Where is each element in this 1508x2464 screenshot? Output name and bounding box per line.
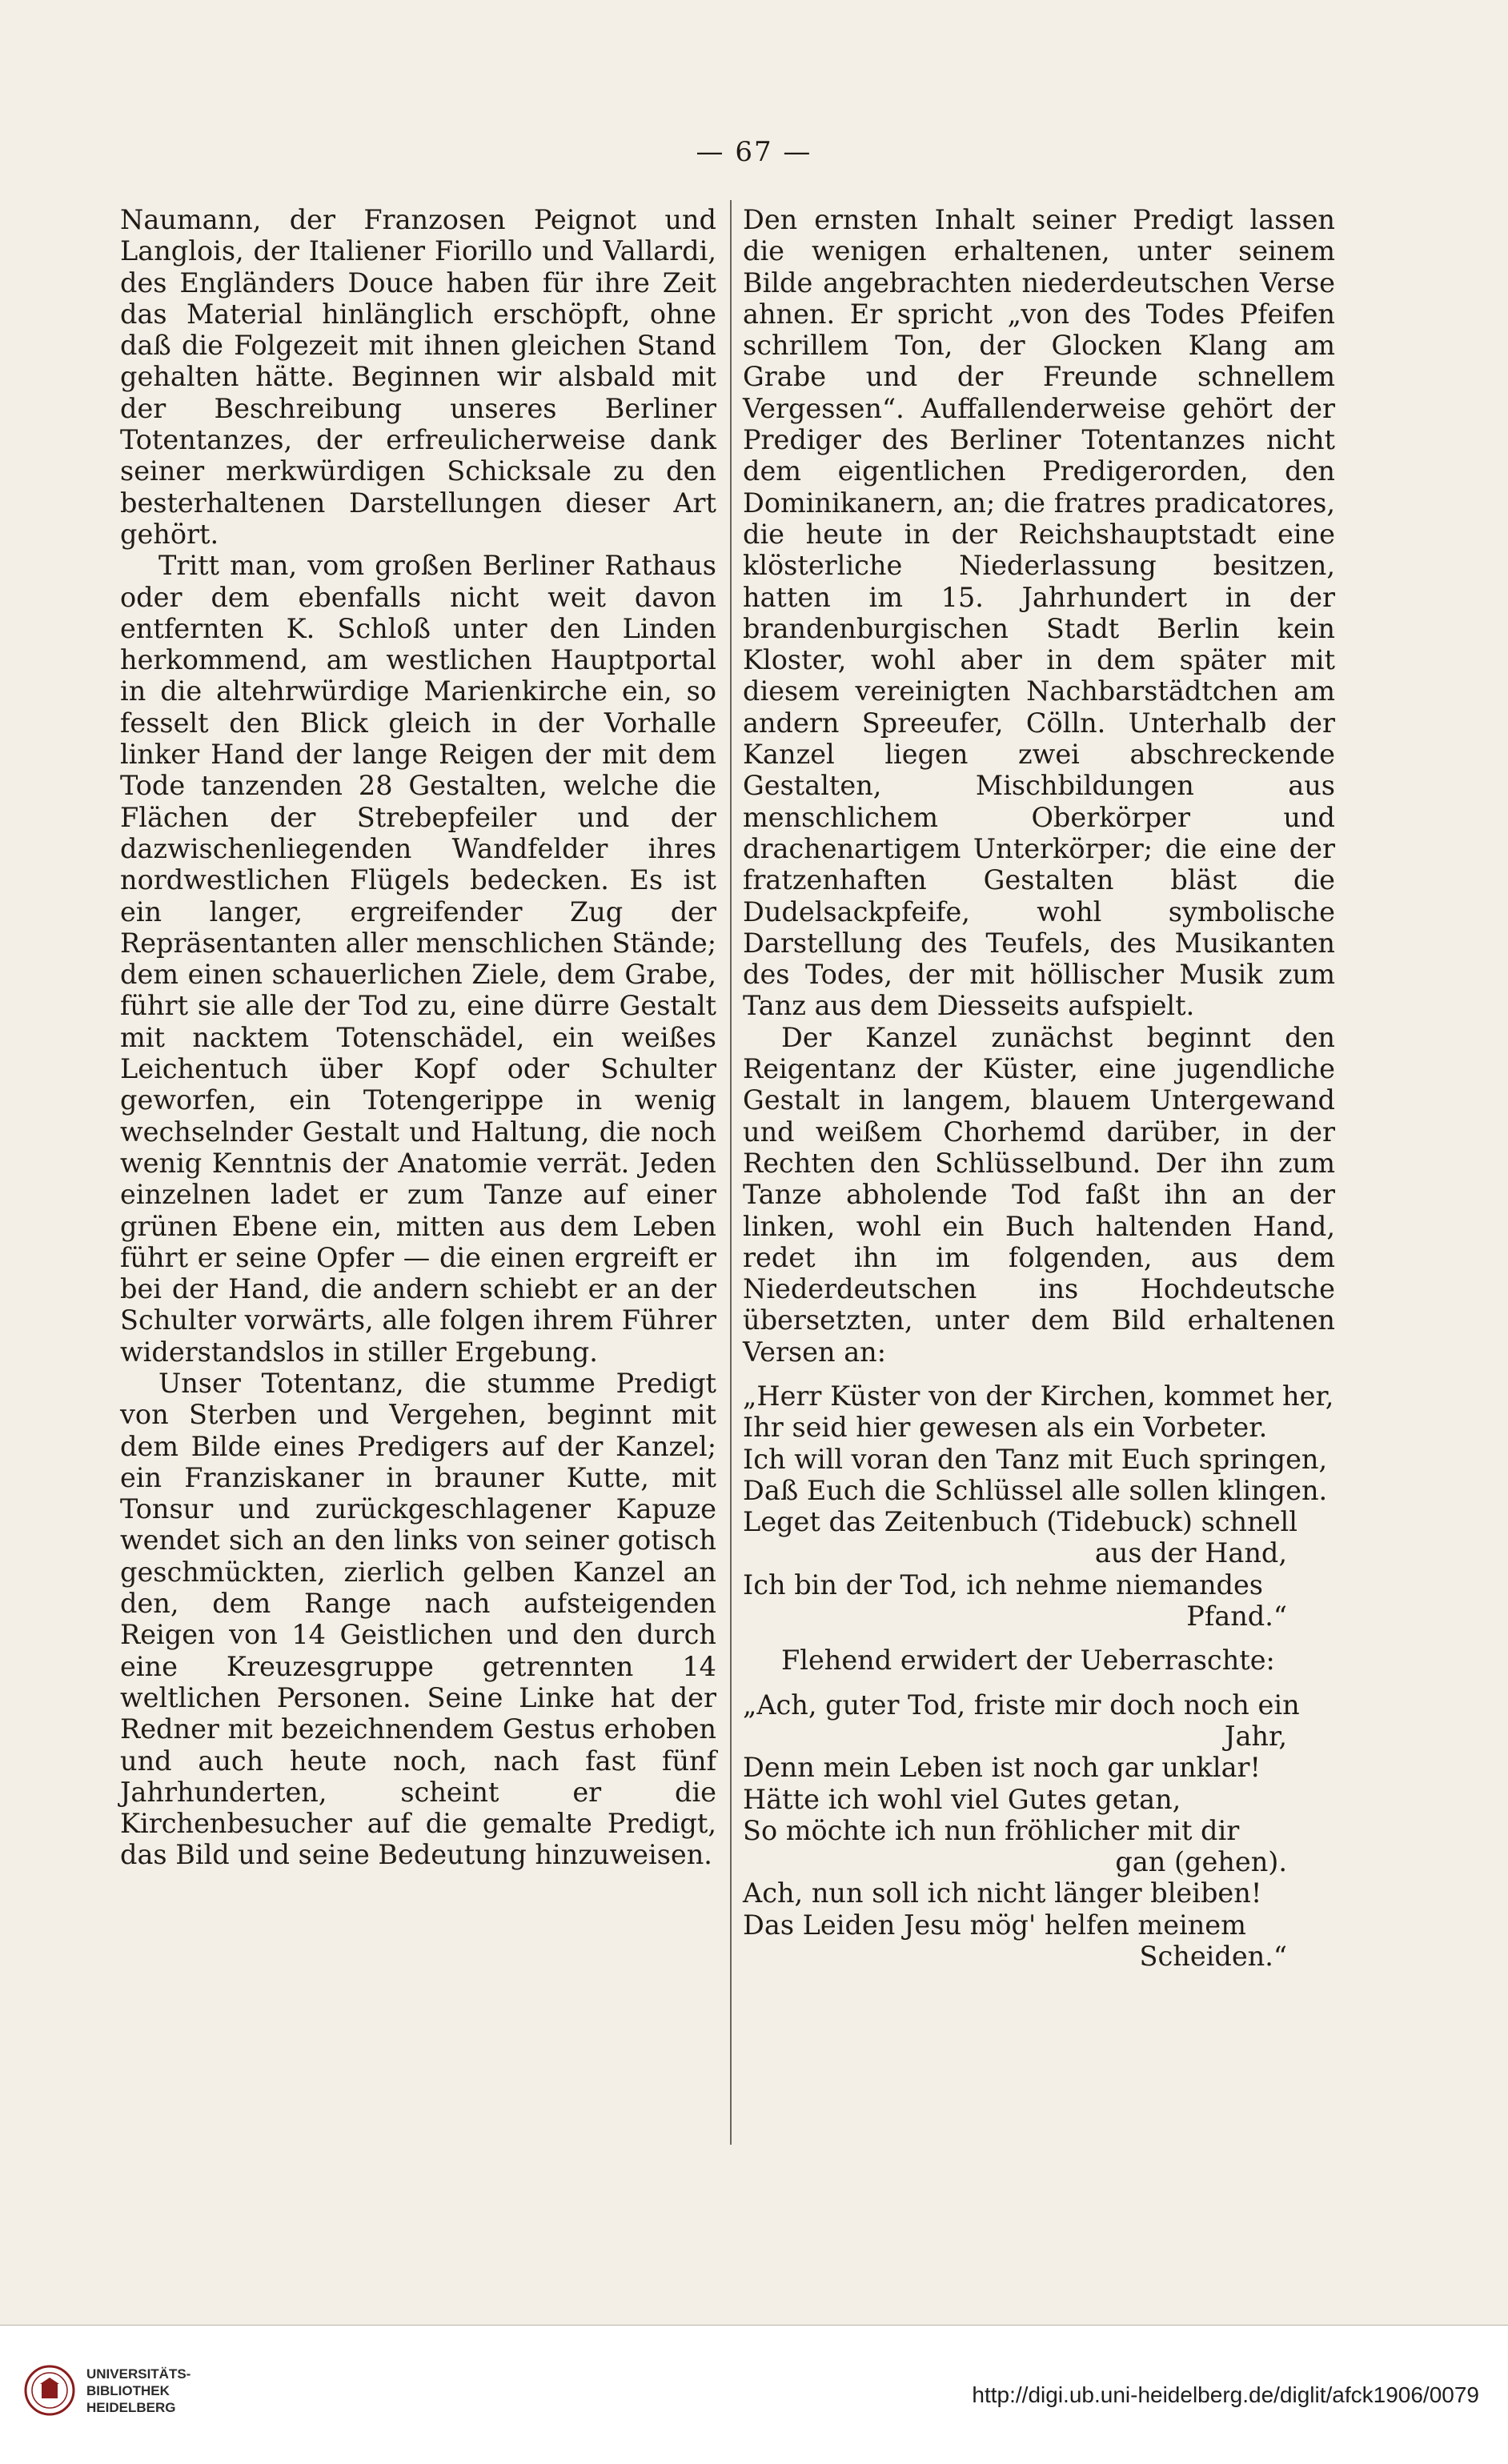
verse-line: Pfand.“	[1186, 1601, 1287, 1633]
page-number: — 67 —	[696, 136, 812, 168]
verse-line: Ihr seid hier gewesen als ein Vorbeter.	[743, 1412, 1268, 1444]
right-column	[743, 204, 1335, 1972]
verse-line: „Ach, guter Tod, friste mir doch noch ein	[743, 1689, 1300, 1721]
library-seal-icon	[24, 2365, 75, 2416]
paragraph: Den ernsten Inhalt seiner Predigt lassen die wenigen erhaltenen, unter seinem Bilde angebrachten niederdeutschen Verse ahnen. Er spricht „von des Todes Pfeifen schrillem Ton, der Glocken Klang am Grabe und der Freunde schnellem Vergessen“. Auffallenderweise gehört der Prediger des Berliner Totentanzes nicht dem eigentlichen Predigerorden, den Dominikanern, an; die fratres pradicatores, die heute in der Reichshauptstadt eine klösterliche Niederlassung besitzen, hatten im 15. Jahrhundert in der brandenburgischen Stadt Berlin kein Kloster, wohl aber in dem später mit diesem vereinigten Nachbarstädtchen am andern Spreeufer, Cölln. Unterhalb der Kanzel liegen zwei abschreckende Gestalten, Mischbildungen aus menschlichem Oberkörper und drachenartigem Unterkörper; die eine der fratzenhaften Gestalten bläst die Dudelsackpfeife, wohl symbolische Darstellung des Teufels, des Musikanten des Todes, der mit höllischer Musik zum Tanz aus dem Diesseits aufspielt.	[743, 204, 1335, 1022]
library-logo	[24, 2365, 191, 2416]
verse-line: Hätte ich wohl viel Gutes getan,	[743, 1783, 1181, 1815]
verse-line: Scheiden.“	[1139, 1941, 1287, 1973]
column-divider	[730, 200, 732, 2145]
verse-intro: Flehend erwidert der Ueberraschte:	[781, 1645, 1275, 1677]
verse-line: Jahr,	[1225, 1720, 1287, 1752]
verse-line: So möchte ich nun fröhlicher mit dir	[743, 1814, 1240, 1846]
verse-line: Das Leiden Jesu mög' helfen meinem	[743, 1909, 1246, 1941]
verse-line: Denn mein Leben ist noch gar unklar!	[743, 1752, 1261, 1784]
verse-line: gan (gehen).	[1115, 1846, 1287, 1878]
source-url[interactable]: http://digi.ub.uni-heidelberg.de/diglit/afck1906/0079	[972, 2382, 1479, 2407]
verse-line: Ich bin der Tod, ich nehme niemandes	[743, 1569, 1263, 1601]
verse-line: Ich will voran den Tanz mit Euch springen,	[743, 1443, 1328, 1475]
library-name-line: UNIVERSITÄTS-	[86, 2366, 191, 2382]
verse-kuester	[743, 1380, 1335, 1632]
footer-bar	[0, 2325, 1508, 2464]
library-name-line: BIBLIOTHEK	[86, 2382, 170, 2398]
library-name	[86, 2366, 191, 2416]
paragraph: Unser Totentanz, die stumme Predigt von Sterben und Vergehen, beginnt mit dem Bilde eines Predigers auf der Kanzel; ein Franziskaner in brauner Kutte, mit Tonsur und zurückgeschlagener Kapuze wendet sich an den links von seiner gotisch geschmückten, zierlich gelben Kanzel an den, dem Range nach aufsteigenden Reigen von 14 Geistlichen und den durch eine Kreuzesgruppe getrennten 14 weltlichen Personen. Seine Linke hat der Redner mit bezeichnendem Gestus erhoben und auch heute noch, nach fast fünf Jahrhunderten, scheint er die Kirchenbesucher auf die gemalte Predigt, das Bild und seine Bedeutung hinzuweisen.	[120, 1367, 716, 1871]
verse-reply	[743, 1689, 1335, 1973]
left-column	[120, 204, 716, 1871]
paragraph: Der Kanzel zunächst beginnt den Reigentanz der Küster, eine jugendliche Gestalt in langem, blauem Untergewand und weißem Chorhemd darüber, in der Rechten den Schlüsselbund. Der ihn zum Tanze abholende Tod faßt ihn an der linken, wohl ein Buch haltenden Hand, redet ihn im folgenden, aus dem Niederdeutschen ins Hochdeutsche übersetzten, unter dem Bild erhaltenen Versen an:	[743, 1021, 1335, 1368]
library-name-line: HEIDELBERG	[86, 2399, 176, 2415]
verse-line: Ach, nun soll ich nicht länger bleiben!	[743, 1877, 1262, 1909]
verse-line: aus der Hand,	[1094, 1537, 1287, 1569]
footer-divider	[0, 2325, 1508, 2326]
paragraph: Tritt man, vom großen Berliner Rathaus oder dem ebenfalls nicht weit davon entfernten K. Schloß unter den Linden herkommend, am westlichen Hauptportal in die altehrwürdige Marienkirche ein, so fesselt den Blick gleich in der Vorhalle linker Hand der lange Reigen der mit dem Tode tanzenden 28 Gestalten, welche die Flächen der Strebepfeiler und der dazwischenliegenden Wandfelder ihres nordwestlichen Flügels bedecken. Es ist ein langer, ergreifender Zug der Repräsentanten aller menschlichen Stände; dem einen schauerlichen Ziele, dem Grabe, führt sie alle der Tod zu, eine dürre Gestalt mit nacktem Totenschädel, ein weißes Leichentuch über Kopf oder Schulter geworfen, ein Totengerippe in wenig wechselnder Gestalt und Haltung, die noch wenig Kenntnis der Anatomie verrät. Jeden einzelnen ladet er zum Tanze auf einer grünen Ebene ein, mitten aus dem Leben führt er seine Opfer — die einen ergreift er bei der Hand, die andern schiebt er an der Schulter vorwärts, alle folgen ihrem Führer widerstandslos in stiller Ergebung.	[120, 550, 716, 1368]
verse-line: Daß Euch die Schlüssel alle sollen klingen.	[743, 1474, 1328, 1506]
verse-line: „Herr Küster von der Kirchen, kommet her,	[743, 1380, 1334, 1412]
paragraph: Naumann, der Franzosen Peignot und Langlois, der Italiener Fiorillo und Vallardi, des Engländers Douce haben für ihre Zeit das Material hinlänglich erschöpft, ohne daß die Folgezeit mit ihnen gleichen Stand gehalten hätte. Beginnen wir alsbald mit der Beschreibung unseres Berliner Totentanzes, der erfreulicherweise dank seiner merkwürdigen Schicksale zu den besterhaltenen Darstellungen dieser Art gehört.	[120, 204, 716, 550]
verse-line: Leget das Zeitenbuch (Tidebuck) schnell	[743, 1506, 1297, 1538]
